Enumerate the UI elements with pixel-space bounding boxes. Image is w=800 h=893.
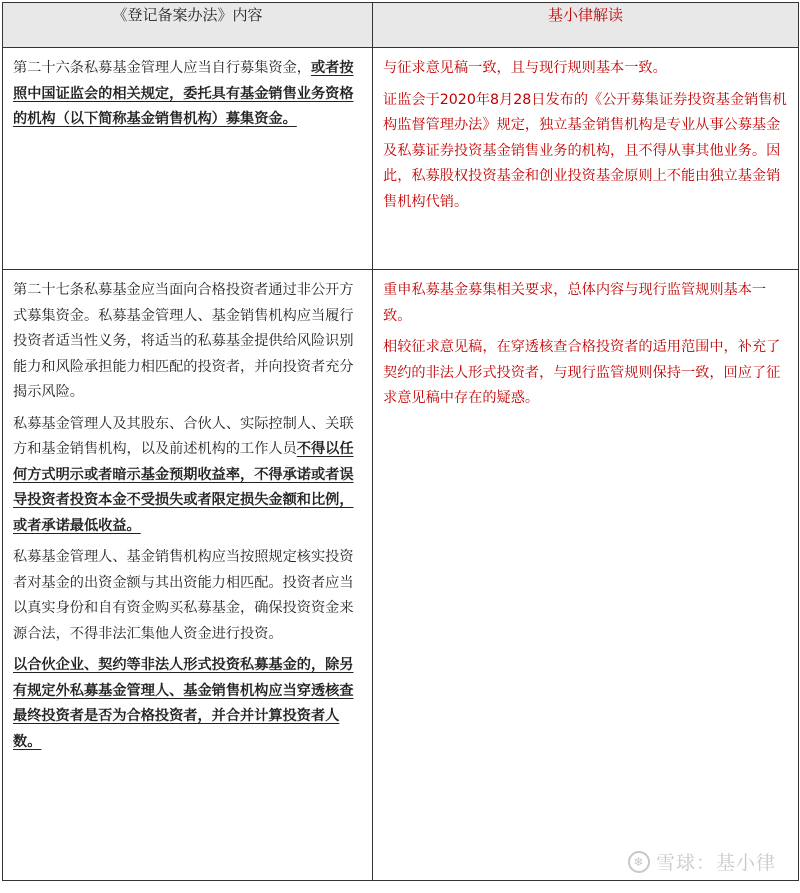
article-26-text [13,56,362,133]
article-26-emphasis: 或者按照中国证监会的相关规定，委托具有基金销售业务资格的机构（以下简称基金销售机构）募集资金。 [13,60,354,127]
article-27-interpretation-cell [373,270,799,881]
snowball-logo-icon: ❄ [628,851,650,873]
article-27-paragraph [13,653,362,755]
header-interpretation: 基小律解读 [373,3,799,48]
table-row [3,48,799,270]
article-26-plain: 第二十六条私募基金管理人应当自行募集资金， [13,60,311,76]
comparison-page [2,2,798,891]
article-26-cell [3,48,373,270]
header-regulation-content: 《登记备案办法》内容 [3,3,373,48]
article-27-paragraph: 第二十七条私募基金应当面向合格投资者通过非公开方式募集资金。私募基金管理人、基金销售机构应当履行投资者适当性义务，将适当的私募基金提供给风险识别能力和风险承担能力相匹配的投资者，并向投资者充分揭示风险。 [13,282,354,400]
header-row [3,3,799,48]
article-27-emphasis: 不得以任何方式明示或者暗示基金预期收益率，不得承诺或者误导投资者投资本金不受损失或者限定损失金额和比例，或者承诺最低收益。 [13,441,354,534]
table-row [3,270,799,881]
article-27-paragraph [13,412,362,540]
interpretation-paragraph: 证监会于2020年8月28日发布的《公开募集证券投资基金销售机构监督管理办法》规定，独立基金销售机构是专业从事公募基金及私募证券投资基金销售业务的机构，且不得从事其他业务。因此，私募股权投资基金和创业投资基金原则上不能由独立基金销售机构代销。 [383,91,787,210]
watermark-text: 雪球：基小律 [655,852,776,874]
article-27-plain: 私募基金管理人及其股东、合伙人、实际控制人、关联方和基金销售机构，以及前述机构的工作人员 [13,415,354,457]
watermark [628,848,776,875]
article-26-interpretation-cell [373,48,799,270]
article-27-emphasis: 以合伙企业、契约等非法人形式投资私募基金的，除另有规定外私募基金管理人、基金销售机构应当穿透核查最终投资者是否为合格投资者，并合并计算投资者人数。 [13,657,354,750]
interpretation-paragraph: 重申私募基金募集相关要求，总体内容与现行监管规则基本一致。 [383,282,767,324]
interpretation-paragraph: 相较征求意见稿，在穿透核查合格投资者的适用范围中，补充了契约的非法人形式投资者，与现行监管规则保持一致，回应了征求意见稿中存在的疑惑。 [383,339,781,406]
interpretation-paragraph: 与征求意见稿一致，且与现行规则基本一致。 [383,60,667,76]
article-27-paragraph: 私募基金管理人、基金销售机构应当按照规定核实投资者对基金的出资金额与其出资能力相匹配。投资者应当以真实身份和自有资金购买私募基金，确保投资资金来源合法，不得非法汇集他人资金进行投资。 [13,549,354,642]
article-27-cell [3,270,373,881]
comparison-table [2,2,799,881]
